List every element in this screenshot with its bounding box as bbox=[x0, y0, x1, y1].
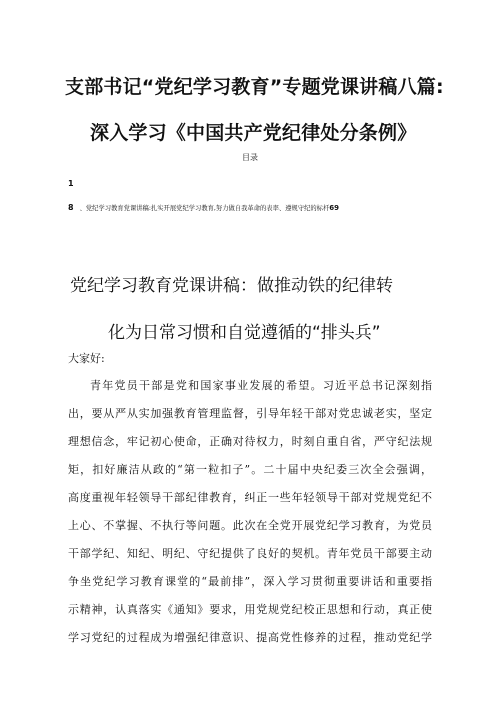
toc-heading: 目录 bbox=[242, 153, 258, 162]
toc-entry-page: 69 bbox=[329, 204, 340, 212]
toc-entry-text: 、党纪学习教育党课讲稿:扎实开展党纪学习教育,努力做自我革命的表率、遵规守纪的标杆 bbox=[79, 205, 330, 212]
paragraph-line: 出，要从严从实加强教育管理监督，引导年轻干部对党忠诚老实，坚定 bbox=[68, 407, 432, 420]
paragraph-line: 争坐党纪学习教育课堂的“最前排”，深入学习贯彻重要讲话和重要指 bbox=[68, 575, 432, 588]
section-title-line-1: 党纪学习教育党课讲稿：做推动铁的纪律转 bbox=[70, 276, 393, 296]
paragraph-line: 矩，扣好廉洁从政的“第一粒扣子”。二十届中央纪委三次全会强调， bbox=[68, 463, 432, 476]
document-title-line-1: 支部书记“党纪学习教育”专题党课讲稿八篇: bbox=[65, 76, 444, 98]
toc-entry-number: 8 bbox=[68, 203, 74, 212]
document-title-line-2: 深入学习《中国共产党纪律处分条例》 bbox=[90, 122, 417, 144]
paragraph-line: 上心、不掌握、不执行等问题。此次在全党开展党纪学习教育，为党员 bbox=[68, 519, 432, 532]
section-title-line-2: 化为日常习惯和自觉遵循的“排头兵” bbox=[108, 323, 381, 343]
paragraph-line: 理想信念，牢记初心使命，正确对待权力，时刻自重自省，严守纪法规 bbox=[68, 435, 432, 448]
paragraph-line: 青年党员干部是党和国家事业发展的希望。习近平总书记深刻指 bbox=[90, 379, 432, 392]
paragraph-line: 学习党纪的过程成为增强纪律意识、提高党性修养的过程，推动党纪学 bbox=[68, 631, 432, 644]
paragraph-line: 示精神，认真落实《通知》要求，用党规党纪校正思想和行动，真正使 bbox=[68, 603, 432, 616]
toc-number: 1 bbox=[68, 179, 74, 188]
paragraph-line: 干部学纪、知纪、明纪、守纪提供了良好的契机。青年党员干部要主动 bbox=[68, 547, 432, 560]
greeting: 大家好: bbox=[68, 352, 105, 365]
toc-entry[interactable] bbox=[68, 203, 368, 212]
paragraph-line: 高度重视年轻领导干部纪律教育，纠正一些年轻领导干部对党规党纪不 bbox=[68, 491, 432, 504]
